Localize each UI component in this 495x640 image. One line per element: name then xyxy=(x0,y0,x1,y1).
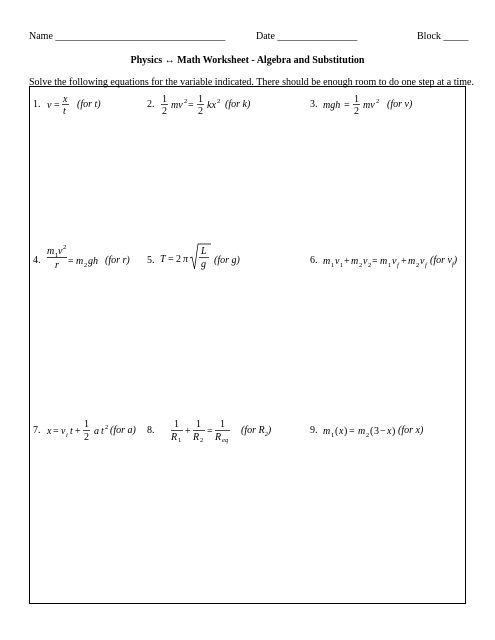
svg-text:2: 2 xyxy=(84,432,89,443)
problem-8 xyxy=(147,412,287,448)
svg-text:m: m xyxy=(351,256,359,267)
svg-text:1: 1 xyxy=(220,419,225,430)
svg-text:eq: eq xyxy=(222,437,229,444)
problem-number: 3. xyxy=(310,99,318,110)
svg-text:1: 1 xyxy=(331,432,335,439)
problem-5 xyxy=(147,243,287,279)
svg-text:2: 2 xyxy=(217,98,221,105)
svg-text:m: m xyxy=(380,256,388,267)
svg-text:1: 1 xyxy=(55,252,59,259)
name-label: Name xyxy=(29,31,53,42)
svg-text:2: 2 xyxy=(376,98,380,105)
svg-text:m: m xyxy=(76,256,84,267)
svg-text:=: = xyxy=(54,100,60,111)
solve-for-label: (for g) xyxy=(214,255,240,266)
block-blank[interactable]: _____ xyxy=(443,31,469,42)
svg-text:x: x xyxy=(387,426,392,437)
block-label: Block xyxy=(417,31,441,42)
svg-text:=: = xyxy=(344,100,350,111)
svg-text:2: 2 xyxy=(162,106,167,117)
svg-text:L: L xyxy=(201,246,207,257)
svg-text:): ) xyxy=(392,426,396,437)
svg-text:x: x xyxy=(63,94,68,105)
equation-8 xyxy=(160,412,240,442)
svg-text:2: 2 xyxy=(105,424,109,431)
svg-text:mv: mv xyxy=(363,100,375,111)
svg-text:v: v xyxy=(47,100,52,111)
svg-text:m: m xyxy=(408,256,416,267)
svg-text:=: = xyxy=(349,426,355,437)
problem-6 xyxy=(310,243,465,279)
svg-text:m: m xyxy=(323,426,331,437)
problem-number: 6. xyxy=(310,255,318,266)
problem-number: 9. xyxy=(310,425,318,436)
svg-text:(: ( xyxy=(335,426,339,437)
svg-text:gh: gh xyxy=(88,256,98,267)
problem-1 xyxy=(33,90,153,126)
svg-text:r: r xyxy=(55,260,59,271)
svg-text:R: R xyxy=(193,432,200,443)
svg-text:2: 2 xyxy=(368,262,372,269)
svg-text:−: − xyxy=(380,426,386,437)
svg-text:R: R xyxy=(215,432,222,443)
problem-2 xyxy=(147,90,287,126)
problem-7 xyxy=(33,412,153,448)
svg-text:mgh: mgh xyxy=(323,100,341,111)
svg-text:+: + xyxy=(185,426,191,437)
svg-text:x: x xyxy=(47,426,52,437)
svg-text:1: 1 xyxy=(178,437,182,444)
svg-text:+: + xyxy=(344,256,350,267)
date-label: Date xyxy=(256,31,275,42)
svg-text:1: 1 xyxy=(198,94,203,105)
svg-text:2: 2 xyxy=(359,262,363,269)
svg-text:2: 2 xyxy=(198,106,203,117)
svg-text:2: 2 xyxy=(354,106,359,117)
svg-text:T: T xyxy=(160,254,166,265)
problem-number: 7. xyxy=(33,425,41,436)
svg-text:1: 1 xyxy=(388,262,392,269)
svg-text:(: ( xyxy=(370,426,374,437)
solve-for-label: (for t) xyxy=(77,99,101,110)
block-field[interactable] xyxy=(417,31,468,42)
svg-text:2: 2 xyxy=(200,437,204,444)
solve-for-label: (for a) xyxy=(110,425,136,436)
problem-number: 8. xyxy=(147,425,155,436)
svg-text:=: = xyxy=(168,254,174,265)
svg-text:f: f xyxy=(397,262,399,269)
answer-frame xyxy=(29,86,466,604)
svg-text:v: v xyxy=(420,256,425,267)
svg-text:2: 2 xyxy=(63,244,67,251)
svg-text:1: 1 xyxy=(354,94,359,105)
svg-text:2: 2 xyxy=(176,254,181,265)
date-blank[interactable]: ________________ xyxy=(277,31,358,42)
svg-text:1: 1 xyxy=(162,94,167,105)
svg-text:+: + xyxy=(75,426,81,437)
svg-text:=: = xyxy=(68,256,74,267)
date-field[interactable] xyxy=(256,31,357,42)
svg-text:=: = xyxy=(188,100,194,111)
svg-text:1: 1 xyxy=(196,419,201,430)
svg-text:m: m xyxy=(47,246,55,257)
svg-text:i: i xyxy=(66,432,68,439)
svg-text:g: g xyxy=(201,259,206,270)
svg-text:2: 2 xyxy=(184,98,188,105)
solve-for-label: (for $R_2$) xyxy=(241,425,272,438)
name-field[interactable] xyxy=(29,31,225,42)
svg-text:t: t xyxy=(70,426,73,437)
svg-text:1: 1 xyxy=(174,419,179,430)
svg-text:R: R xyxy=(171,432,178,443)
solve-for-label: (for x) xyxy=(398,425,424,436)
svg-text:1: 1 xyxy=(331,262,335,269)
svg-text:v: v xyxy=(61,426,66,437)
svg-text:t: t xyxy=(101,426,104,437)
equation-6 xyxy=(323,243,433,273)
svg-text:π: π xyxy=(183,254,189,265)
svg-text:2: 2 xyxy=(416,262,420,269)
svg-text:+: + xyxy=(401,256,407,267)
svg-text:2: 2 xyxy=(84,262,88,269)
svg-text:mv: mv xyxy=(171,100,183,111)
solve-for-label: (for v) xyxy=(387,99,413,110)
solve-for-label: (for $v_f$) xyxy=(430,255,458,268)
name-blank[interactable]: __________________________________ xyxy=(55,31,226,42)
svg-text:=: = xyxy=(53,426,59,437)
svg-text:x: x xyxy=(339,426,344,437)
svg-text:m: m xyxy=(358,426,366,437)
svg-text:=: = xyxy=(372,256,378,267)
svg-text:1: 1 xyxy=(84,419,89,430)
solve-for-label: (for k) xyxy=(225,99,251,110)
svg-text:v: v xyxy=(363,256,368,267)
svg-text:v: v xyxy=(58,246,63,257)
problem-number: 1. xyxy=(33,99,41,110)
problem-4 xyxy=(33,243,153,279)
svg-text:f: f xyxy=(425,262,427,269)
problem-number: 5. xyxy=(147,255,155,266)
svg-text:a: a xyxy=(94,426,99,437)
instructions: Solve the following equations for the variable indicated. There should be enough room to do one step at a time. xyxy=(29,77,474,88)
svg-text:=: = xyxy=(207,426,213,437)
svg-text:m: m xyxy=(323,256,331,267)
svg-text:3: 3 xyxy=(374,426,379,437)
svg-text:v: v xyxy=(335,256,340,267)
svg-text:1: 1 xyxy=(340,262,344,269)
svg-text:kx: kx xyxy=(207,100,216,111)
svg-text:t: t xyxy=(63,106,66,117)
svg-text:v: v xyxy=(392,256,397,267)
svg-text:): ) xyxy=(344,426,348,437)
solve-for-label: (for r) xyxy=(105,255,130,266)
problem-3 xyxy=(310,90,460,126)
problem-number: 4. xyxy=(33,255,41,266)
problem-9 xyxy=(310,412,460,448)
problem-number: 2. xyxy=(147,99,155,110)
svg-text:2: 2 xyxy=(366,432,370,439)
worksheet-title: Physics ↔ Math Worksheet - Algebra and Substitution xyxy=(130,55,365,66)
